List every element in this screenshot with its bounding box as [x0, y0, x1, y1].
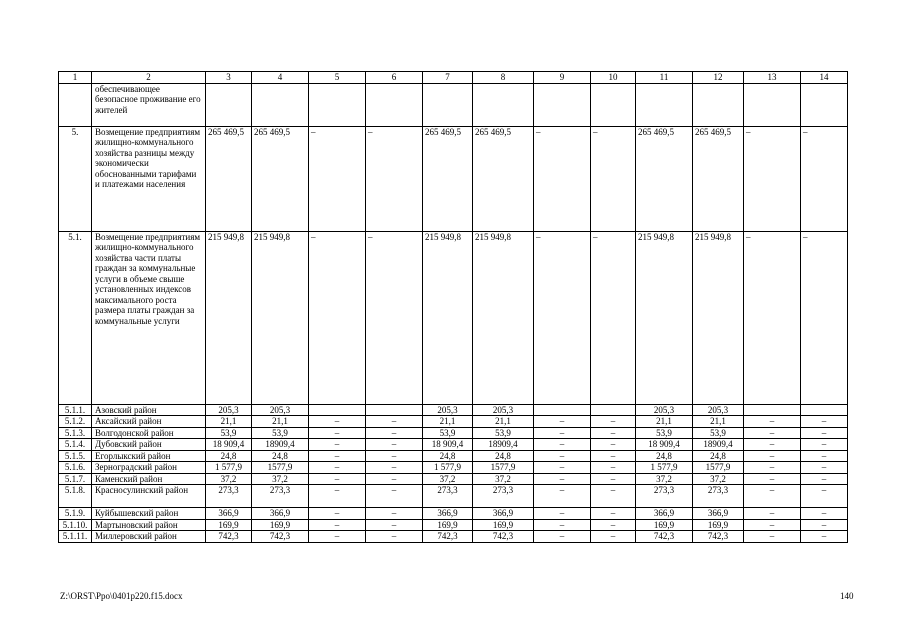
- value-cell: 169,9: [636, 519, 693, 531]
- value-cell: 37,2: [252, 473, 309, 485]
- row-number-cell: 5.1.11.: [59, 531, 92, 543]
- value-cell: 18 909,4: [636, 439, 693, 451]
- value-cell: –: [744, 508, 801, 520]
- value-cell: [366, 83, 423, 126]
- value-cell: –: [801, 416, 848, 428]
- value-cell: 742,3: [473, 531, 534, 543]
- column-header-7: 7: [423, 72, 473, 84]
- value-cell: 53,9: [636, 427, 693, 439]
- value-cell: –: [801, 439, 848, 451]
- value-cell: 215 949,8: [252, 231, 309, 404]
- value-cell: –: [366, 126, 423, 231]
- row-name-cell: Аксайский район: [92, 416, 206, 428]
- value-cell: [206, 83, 252, 126]
- value-cell: [309, 83, 366, 126]
- value-cell: –: [591, 519, 636, 531]
- value-cell: [309, 404, 366, 416]
- value-cell: –: [534, 485, 591, 508]
- row-name-cell: Дубовский район: [92, 439, 206, 451]
- value-cell: 37,2: [636, 473, 693, 485]
- value-cell: –: [801, 450, 848, 462]
- table-row: [59, 416, 848, 428]
- value-cell: 169,9: [423, 519, 473, 531]
- row-number-cell: 5.1.7.: [59, 473, 92, 485]
- column-header-4: 4: [252, 72, 309, 84]
- table-row: [59, 404, 848, 416]
- value-cell: –: [534, 473, 591, 485]
- row-name-cell: Возмещение предприятиям жилищно-коммунального хозяйства разницы между экономически обоснованными тарифами и платежами населения: [92, 126, 206, 231]
- column-header-5: 5: [309, 72, 366, 84]
- value-cell: –: [309, 126, 366, 231]
- value-cell: 215 949,8: [206, 231, 252, 404]
- value-cell: 18 909,4: [423, 439, 473, 451]
- value-cell: –: [309, 485, 366, 508]
- footer-file-path: Z:\ORST\Ppo\0401p220.f15.docx: [60, 591, 183, 601]
- row-number-cell: 5.1.3.: [59, 427, 92, 439]
- value-cell: –: [534, 450, 591, 462]
- value-cell: 273,3: [693, 485, 744, 508]
- value-cell: –: [801, 531, 848, 543]
- value-cell: –: [744, 416, 801, 428]
- table-row: [59, 473, 848, 485]
- row-number-cell: 5.1.: [59, 231, 92, 404]
- row-number-cell: 5.1.10.: [59, 519, 92, 531]
- value-cell: [534, 83, 591, 126]
- value-cell: 205,3: [636, 404, 693, 416]
- row-number-cell: 5.1.2.: [59, 416, 92, 428]
- value-cell: 205,3: [423, 404, 473, 416]
- value-cell: 1 577,9: [206, 462, 252, 474]
- value-cell: –: [534, 427, 591, 439]
- value-cell: 24,8: [423, 450, 473, 462]
- row-number-cell: 5.1.5.: [59, 450, 92, 462]
- row-name-cell: Возмещение предприятиям жилищно-коммунального хозяйства части платы граждан за коммунальные услуги в объеме свыше установленных индексов максимального роста размера платы граждан за коммунальные услуги: [92, 231, 206, 404]
- value-cell: –: [309, 462, 366, 474]
- row-name-cell: Красносулинский район: [92, 485, 206, 508]
- value-cell: [801, 83, 848, 126]
- value-cell: 366,9: [636, 508, 693, 520]
- column-header-13: 13: [744, 72, 801, 84]
- value-cell: 53,9: [473, 427, 534, 439]
- row-name-cell: Мартыновский район: [92, 519, 206, 531]
- value-cell: 205,3: [693, 404, 744, 416]
- value-cell: 169,9: [206, 519, 252, 531]
- table-row: [59, 231, 848, 404]
- value-cell: [473, 83, 534, 126]
- table-row: [59, 126, 848, 231]
- value-cell: –: [366, 508, 423, 520]
- value-cell: –: [591, 416, 636, 428]
- column-header-3: 3: [206, 72, 252, 84]
- value-cell: 366,9: [693, 508, 744, 520]
- value-cell: [744, 404, 801, 416]
- row-number-cell: 5.1.9.: [59, 508, 92, 520]
- value-cell: 169,9: [693, 519, 744, 531]
- value-cell: [366, 404, 423, 416]
- value-cell: 273,3: [252, 485, 309, 508]
- value-cell: 265 469,5: [473, 126, 534, 231]
- column-header-6: 6: [366, 72, 423, 84]
- value-cell: 215 949,8: [693, 231, 744, 404]
- value-cell: 215 949,8: [636, 231, 693, 404]
- value-cell: –: [309, 508, 366, 520]
- value-cell: –: [534, 531, 591, 543]
- row-number-cell: 5.: [59, 126, 92, 231]
- value-cell: 53,9: [252, 427, 309, 439]
- value-cell: 53,9: [693, 427, 744, 439]
- value-cell: [744, 83, 801, 126]
- value-cell: [423, 83, 473, 126]
- value-cell: 366,9: [252, 508, 309, 520]
- value-cell: –: [366, 427, 423, 439]
- row-name-cell: обеспечивающее безопасное проживание его жителей: [92, 83, 206, 126]
- value-cell: –: [309, 427, 366, 439]
- value-cell: 205,3: [252, 404, 309, 416]
- value-cell: –: [534, 126, 591, 231]
- value-cell: –: [801, 427, 848, 439]
- value-cell: –: [309, 519, 366, 531]
- value-cell: –: [366, 485, 423, 508]
- value-cell: 265 469,5: [693, 126, 744, 231]
- value-cell: –: [801, 519, 848, 531]
- value-cell: 169,9: [473, 519, 534, 531]
- value-cell: [693, 83, 744, 126]
- value-cell: –: [309, 231, 366, 404]
- value-cell: –: [366, 462, 423, 474]
- value-cell: –: [534, 416, 591, 428]
- value-cell: 366,9: [473, 508, 534, 520]
- value-cell: 742,3: [693, 531, 744, 543]
- value-cell: 273,3: [636, 485, 693, 508]
- value-cell: –: [591, 427, 636, 439]
- value-cell: 37,2: [473, 473, 534, 485]
- value-cell: –: [366, 450, 423, 462]
- value-cell: 24,8: [206, 450, 252, 462]
- row-name-cell: Азовский район: [92, 404, 206, 416]
- value-cell: 24,8: [252, 450, 309, 462]
- value-cell: [636, 83, 693, 126]
- value-cell: 215 949,8: [473, 231, 534, 404]
- value-cell: –: [366, 416, 423, 428]
- value-cell: 273,3: [473, 485, 534, 508]
- value-cell: 24,8: [636, 450, 693, 462]
- value-cell: 742,3: [206, 531, 252, 543]
- value-cell: –: [366, 519, 423, 531]
- value-cell: –: [534, 231, 591, 404]
- table-row: [59, 531, 848, 543]
- value-cell: [252, 83, 309, 126]
- value-cell: –: [744, 462, 801, 474]
- row-number-cell: 5.1.1.: [59, 404, 92, 416]
- continuation-row: [59, 83, 848, 126]
- value-cell: 1577,9: [693, 462, 744, 474]
- value-cell: 18909,4: [252, 439, 309, 451]
- column-header-1: 1: [59, 72, 92, 84]
- column-header-2: 2: [92, 72, 206, 84]
- value-cell: 265 469,5: [252, 126, 309, 231]
- value-cell: 1 577,9: [423, 462, 473, 474]
- value-cell: –: [744, 450, 801, 462]
- value-cell: 1 577,9: [636, 462, 693, 474]
- value-cell: –: [591, 126, 636, 231]
- row-number-cell: 5.1.4.: [59, 439, 92, 451]
- value-cell: 273,3: [423, 485, 473, 508]
- value-cell: –: [591, 485, 636, 508]
- row-name-cell: Зерноградский район: [92, 462, 206, 474]
- table-row: [59, 462, 848, 474]
- value-cell: 169,9: [252, 519, 309, 531]
- value-cell: 24,8: [473, 450, 534, 462]
- value-cell: 37,2: [206, 473, 252, 485]
- value-cell: –: [591, 508, 636, 520]
- value-cell: 18909,4: [473, 439, 534, 451]
- value-cell: –: [801, 462, 848, 474]
- value-cell: [534, 404, 591, 416]
- value-cell: 37,2: [423, 473, 473, 485]
- value-cell: 742,3: [252, 531, 309, 543]
- page-number: 140: [840, 591, 854, 601]
- value-cell: –: [744, 473, 801, 485]
- value-cell: –: [309, 416, 366, 428]
- column-header-11: 11: [636, 72, 693, 84]
- value-cell: 265 469,5: [206, 126, 252, 231]
- column-header-10: 10: [591, 72, 636, 84]
- value-cell: –: [366, 531, 423, 543]
- value-cell: 205,3: [473, 404, 534, 416]
- row-name-cell: Егорлыкский район: [92, 450, 206, 462]
- table-row: [59, 439, 848, 451]
- value-cell: –: [591, 531, 636, 543]
- column-header-14: 14: [801, 72, 848, 84]
- value-cell: –: [309, 439, 366, 451]
- table-row: [59, 485, 848, 508]
- value-cell: –: [366, 439, 423, 451]
- value-cell: 265 469,5: [636, 126, 693, 231]
- value-cell: –: [591, 473, 636, 485]
- value-cell: –: [744, 231, 801, 404]
- value-cell: –: [309, 450, 366, 462]
- value-cell: –: [534, 519, 591, 531]
- value-cell: –: [801, 485, 848, 508]
- value-cell: 742,3: [423, 531, 473, 543]
- value-cell: 1577,9: [252, 462, 309, 474]
- value-cell: –: [534, 462, 591, 474]
- value-cell: 21,1: [473, 416, 534, 428]
- value-cell: –: [309, 473, 366, 485]
- value-cell: –: [591, 439, 636, 451]
- value-cell: 1577,9: [473, 462, 534, 474]
- row-name-cell: Волгодонской район: [92, 427, 206, 439]
- table-row: [59, 519, 848, 531]
- value-cell: –: [744, 126, 801, 231]
- value-cell: 18 909,4: [206, 439, 252, 451]
- value-cell: –: [591, 450, 636, 462]
- value-cell: –: [591, 231, 636, 404]
- row-number-cell: 5.1.6.: [59, 462, 92, 474]
- value-cell: 53,9: [206, 427, 252, 439]
- value-cell: 21,1: [252, 416, 309, 428]
- value-cell: 21,1: [636, 416, 693, 428]
- value-cell: –: [534, 508, 591, 520]
- value-cell: 742,3: [636, 531, 693, 543]
- value-cell: [591, 404, 636, 416]
- value-cell: –: [801, 508, 848, 520]
- value-cell: 273,3: [206, 485, 252, 508]
- table-row: [59, 427, 848, 439]
- row-number-cell: 5.1.8.: [59, 485, 92, 508]
- header-row: [59, 72, 848, 84]
- value-cell: –: [744, 531, 801, 543]
- column-header-9: 9: [534, 72, 591, 84]
- value-cell: 21,1: [423, 416, 473, 428]
- value-cell: –: [744, 485, 801, 508]
- value-cell: –: [366, 473, 423, 485]
- budget-table: [58, 71, 848, 543]
- value-cell: 205,3: [206, 404, 252, 416]
- value-cell: –: [801, 126, 848, 231]
- value-cell: 37,2: [693, 473, 744, 485]
- table-row: [59, 450, 848, 462]
- value-cell: 366,9: [206, 508, 252, 520]
- value-cell: 21,1: [206, 416, 252, 428]
- value-cell: –: [366, 231, 423, 404]
- value-cell: –: [744, 427, 801, 439]
- value-cell: 366,9: [423, 508, 473, 520]
- row-number-cell: [59, 83, 92, 126]
- column-header-12: 12: [693, 72, 744, 84]
- value-cell: –: [744, 439, 801, 451]
- value-cell: 18909,4: [693, 439, 744, 451]
- value-cell: –: [591, 462, 636, 474]
- column-header-8: 8: [473, 72, 534, 84]
- table-row: [59, 508, 848, 520]
- row-name-cell: Миллеровский район: [92, 531, 206, 543]
- row-name-cell: Куйбышевский район: [92, 508, 206, 520]
- value-cell: –: [801, 231, 848, 404]
- value-cell: [801, 404, 848, 416]
- row-name-cell: Каменский район: [92, 473, 206, 485]
- value-cell: –: [801, 473, 848, 485]
- value-cell: –: [309, 531, 366, 543]
- value-cell: [591, 83, 636, 126]
- value-cell: 215 949,8: [423, 231, 473, 404]
- value-cell: –: [744, 519, 801, 531]
- value-cell: 265 469,5: [423, 126, 473, 231]
- value-cell: 53,9: [423, 427, 473, 439]
- value-cell: –: [534, 439, 591, 451]
- value-cell: 21,1: [693, 416, 744, 428]
- value-cell: 24,8: [693, 450, 744, 462]
